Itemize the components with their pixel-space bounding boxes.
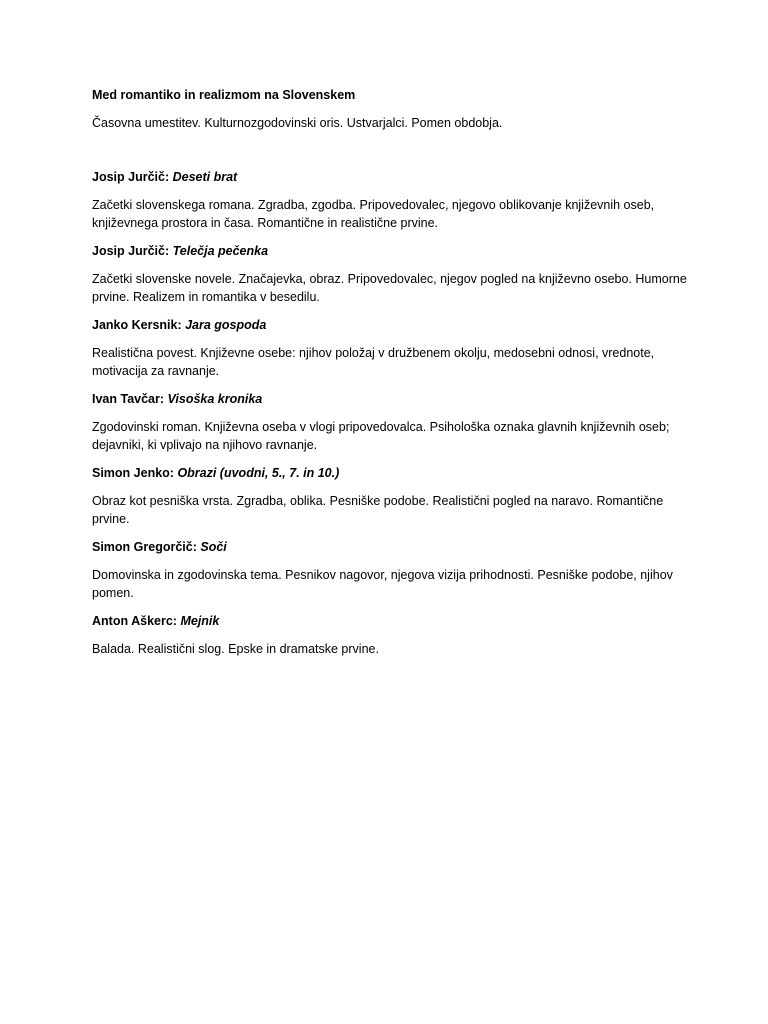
entry-heading [92,612,692,630]
entry-heading [92,168,692,186]
entry-heading [92,538,692,556]
entry-heading [92,316,692,334]
entry-work-title: Mejnik [180,614,220,628]
entry-description: Začetki slovenskega romana. Zgradba, zgodba. Pripovedovalec, njegovo oblikovanje književnih oseb, književnega prostora in časa. Romantične in realistične prvine. [92,198,655,230]
entry-description: Začetki slovenske novele. Značajevka, obraz. Pripovedovalec, njegov pogled na književno osebo. Humorne prvine. Realizem in romantika v besedilu. [92,272,687,304]
entry-heading [92,390,692,408]
entry-author: Anton Aškerc: [92,614,181,628]
entry-description: Balada. Realistični slog. Epske in dramatske prvine. [92,642,379,656]
document-page [92,86,692,668]
entry-work-title: Visoška kronika [167,392,263,406]
entry-author: Janko Kersnik: [92,318,186,332]
entry-author: Josip Jurčič: [92,244,173,258]
entry-author: Ivan Tavčar: [92,392,168,406]
entry-author: Josip Jurčič: [92,170,173,184]
entry-author: Simon Gregorčič: [92,540,201,554]
entry-author: Simon Jenko: [92,466,178,480]
entry-work-title: Deseti brat [172,170,238,184]
entry-work-title: Soči [200,540,227,554]
entry-work-title: Obrazi (uvodni, 5., 7. in 10.) [177,466,340,480]
entry-description: Zgodovinski roman. Književna oseba v vlogi pripovedovalca. Psihološka oznaka glavnih književnih oseb; dejavniki, ki vplivajo na njihovo ravnanje. [92,420,670,452]
entry-work-title: Telečja pečenka [172,244,269,258]
entry-description: Realistična povest. Književne osebe: njihov položaj v družbenem okolju, medosebni odnosi, vrednote, motivacija za ravnanje. [92,346,655,378]
entry-description: Obraz kot pesniška vrsta. Zgradba, oblika. Pesniške podobe. Realistični pogled na naravo. Romantične prvine. [92,494,664,526]
entry-heading [92,242,692,260]
document-intro: Časovna umestitev. Kulturnozgodovinski oris. Ustvarjalci. Pomen obdobja. [92,116,503,130]
document-title: Med romantiko in realizmom na Slovenskem [92,88,356,102]
entry-heading [92,464,692,482]
entry-work-title: Jara gospoda [185,318,267,332]
entry-description: Domovinska in zgodovinska tema. Pesnikov nagovor, njegova vizija prihodnosti. Pesniške podobe, njihov pomen. [92,568,673,600]
